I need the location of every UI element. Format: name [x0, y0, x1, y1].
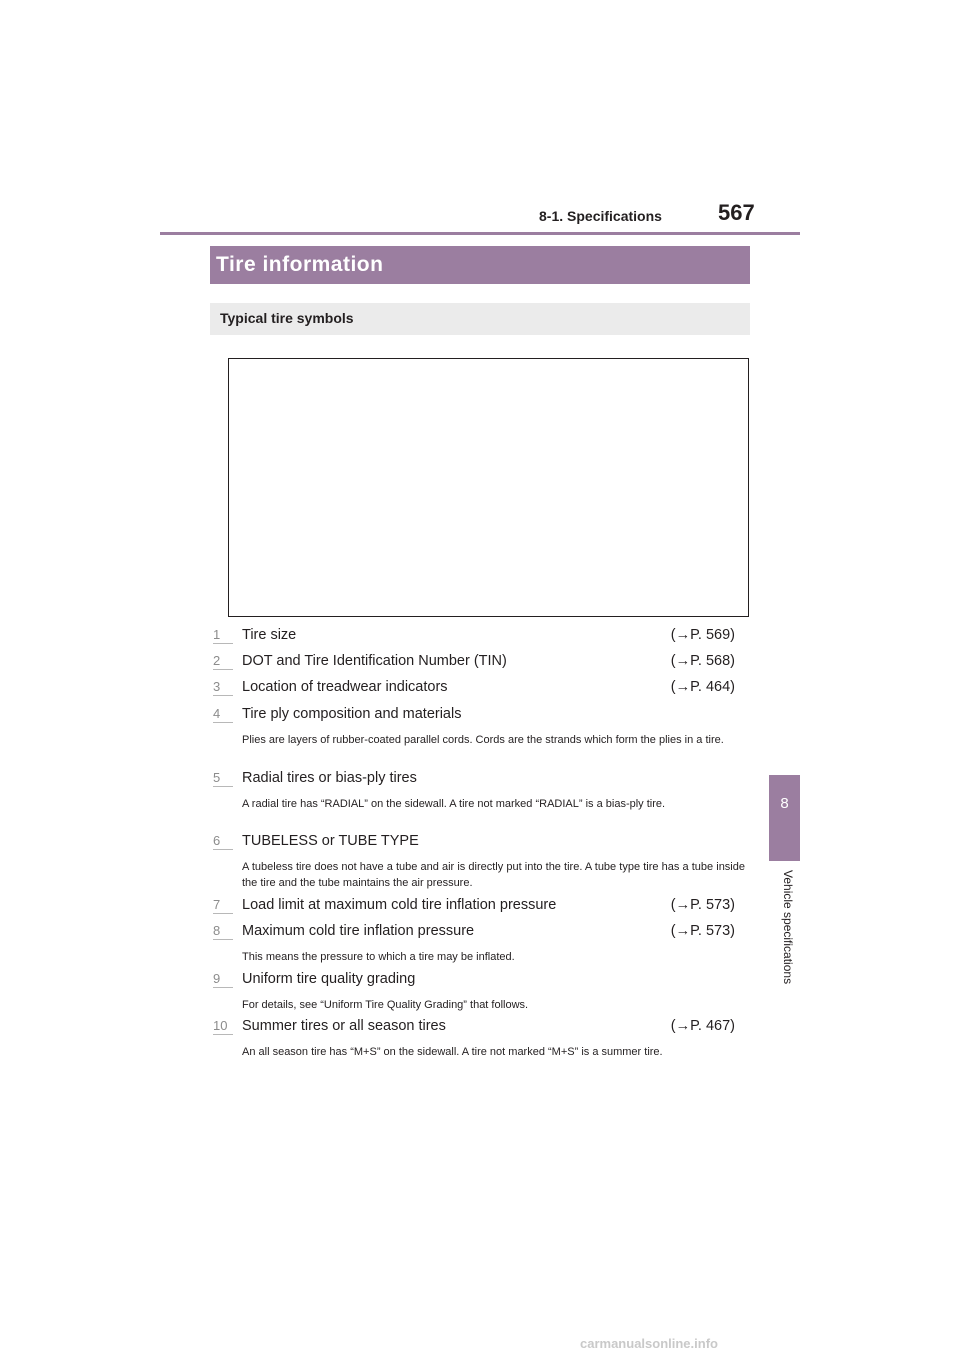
section-subtitle: Typical tire symbols: [210, 303, 750, 335]
item-number: 1: [213, 627, 233, 644]
item-number: 2: [213, 653, 233, 670]
item-number: 3: [213, 679, 233, 696]
item-number: 6: [213, 833, 233, 850]
header-rule: [160, 232, 800, 235]
item-label: Summer tires or all season tires: [242, 1018, 446, 1034]
item-label: Maximum cold tire inflation pressure: [242, 923, 475, 939]
tire-symbols-figure: [228, 358, 749, 617]
item-description: Plies are layers of rubber-coated parallel cords. Cords are the strands which form the plies in a tire.: [242, 734, 724, 746]
item-label: Radial tires or bias-ply tires: [242, 770, 417, 786]
item-number: 9: [213, 971, 233, 988]
page-reference-link[interactable]: (→P. 467): [670, 1018, 735, 1034]
item-label: Tire size: [242, 627, 297, 643]
item-number: 5: [213, 770, 233, 787]
section-title: 8-1. Specifications: [539, 208, 662, 224]
item-label: TUBELESS or TUBE TYPE: [242, 833, 419, 849]
item-label: Uniform tire quality grading: [242, 971, 416, 987]
item-number: 10: [213, 1018, 233, 1035]
item-number: 8: [213, 923, 233, 940]
page-reference-link[interactable]: (→P. 569): [670, 627, 735, 643]
page-number: 567: [718, 200, 755, 225]
page-reference-link[interactable]: (→P. 568): [670, 653, 735, 669]
watermark: carmanualsonline.info: [580, 1336, 718, 1351]
item-label: Tire ply composition and materials: [242, 706, 462, 722]
page-reference-link[interactable]: (→P. 573): [670, 897, 735, 913]
item-label: DOT and Tire Identification Number (TIN): [242, 653, 507, 669]
item-description: For details, see “Uniform Tire Quality Grading” that follows.: [242, 999, 529, 1011]
page-reference-link[interactable]: (→P. 464): [670, 679, 735, 695]
chapter-number: 8: [780, 795, 789, 812]
item-description: A tubeless tire does not have a tube and air is directly put into the tire. A tube type tire has a tube inside the tire and the tube maintains the air pressure.: [242, 861, 745, 889]
item-description: This means the pressure to which a tire may be inflated.: [242, 951, 515, 963]
item-description: A radial tire has “RADIAL” on the sidewall. A tire not marked “RADIAL” is a bias-ply tire.: [242, 798, 666, 810]
item-description: An all season tire has “M+S” on the sidewall. A tire not marked “M+S” is a summer tire.: [242, 1046, 663, 1058]
item-label: Location of treadwear indicators: [242, 679, 448, 695]
page-reference-link[interactable]: (→P. 573): [670, 923, 735, 939]
page-title: Tire information: [210, 246, 750, 284]
chapter-label: Vehicle specifications: [781, 870, 795, 985]
item-number: 7: [213, 897, 233, 914]
chapter-tab[interactable]: [769, 775, 800, 861]
item-label: Load limit at maximum cold tire inflation pressure: [242, 897, 557, 913]
item-number: 4: [213, 706, 233, 723]
